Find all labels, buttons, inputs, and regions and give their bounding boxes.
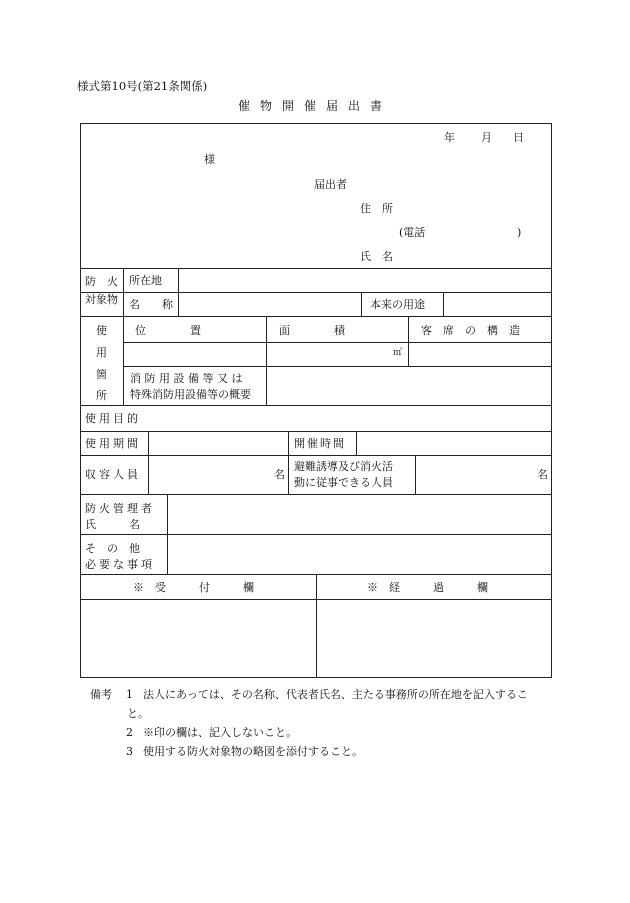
period-label: 使用期間 — [85, 437, 141, 450]
premises-label-line2: 対象物 — [85, 293, 118, 306]
capacity-label: 収容人員 — [85, 468, 141, 481]
other-label-line2: 必要な事項 — [85, 558, 155, 571]
addressee-label: 様 — [204, 153, 215, 166]
use-area-label-4: 所 — [96, 389, 107, 402]
notifier-label: 届出者 — [314, 178, 347, 191]
manager-label-line2: 氏 名 — [85, 518, 140, 531]
original-use-label: 本来の用途 — [370, 298, 425, 311]
hours-label: 開催時間 — [294, 437, 346, 450]
date-day-label: 日 — [513, 131, 524, 144]
note-3-number: 3 — [126, 745, 133, 758]
staff-unit: 名 — [537, 468, 548, 481]
equipment-label-line2: 特殊消防用設備等の概要 — [130, 388, 251, 401]
form-number-label: 様式第10号(第21条関係) — [77, 79, 208, 93]
form-table — [80, 123, 552, 678]
manager-label-line1: 防火管理者 — [85, 502, 155, 515]
progress-header: ※ 経 過 欄 — [367, 581, 488, 594]
note-1-continuation: と。 — [127, 707, 149, 720]
use-area-label-2: 用 — [96, 346, 107, 359]
premises-label-line1: 防 火 — [85, 275, 118, 288]
area-header: 面 積 — [279, 324, 345, 337]
page-title: 催物開催届出書 — [237, 99, 392, 113]
staff-label-line2: 動に従事できる人員 — [294, 476, 393, 489]
premises-name-label: 名 称 — [129, 298, 173, 311]
use-area-label-3: 箇 — [96, 368, 107, 381]
purpose-label: 使用目的 — [85, 412, 141, 425]
phone-close-label: ) — [517, 226, 522, 239]
date-month-label: 月 — [481, 131, 492, 144]
note-3-text: 使用する防火対象物の略図を添付すること。 — [143, 745, 363, 758]
name-label: 氏 名 — [360, 250, 393, 263]
seat-structure-header: 客 席 の 構 造 — [421, 324, 520, 337]
staff-label-line1: 避難誘導及び消火活 — [294, 460, 393, 473]
other-label-line1: そ の 他 — [85, 542, 140, 555]
address-label: 住 所 — [360, 202, 393, 215]
date-year-label: 年 — [444, 131, 455, 144]
phone-open-label: (電話 — [399, 226, 426, 239]
note-2-text: ※印の欄は、記入しないこと。 — [143, 726, 297, 739]
reception-header: ※ 受 付 欄 — [133, 581, 254, 594]
notes-heading: 備考 — [90, 688, 112, 701]
location-label: 所在地 — [129, 274, 162, 287]
note-1-text: 法人にあっては、その名称、代表者氏名、主たる事務所の所在地を記入するこ — [143, 688, 528, 701]
area-unit-label: ㎡ — [393, 348, 403, 358]
note-1-number: 1 — [126, 688, 133, 701]
use-area-label-1: 使 — [96, 324, 107, 337]
note-2-number: 2 — [126, 726, 133, 739]
equipment-label-line1: 消 防 用 設 備 等 又 は — [130, 372, 243, 385]
position-header: 位 置 — [135, 324, 201, 337]
capacity-unit: 名 — [274, 468, 285, 481]
